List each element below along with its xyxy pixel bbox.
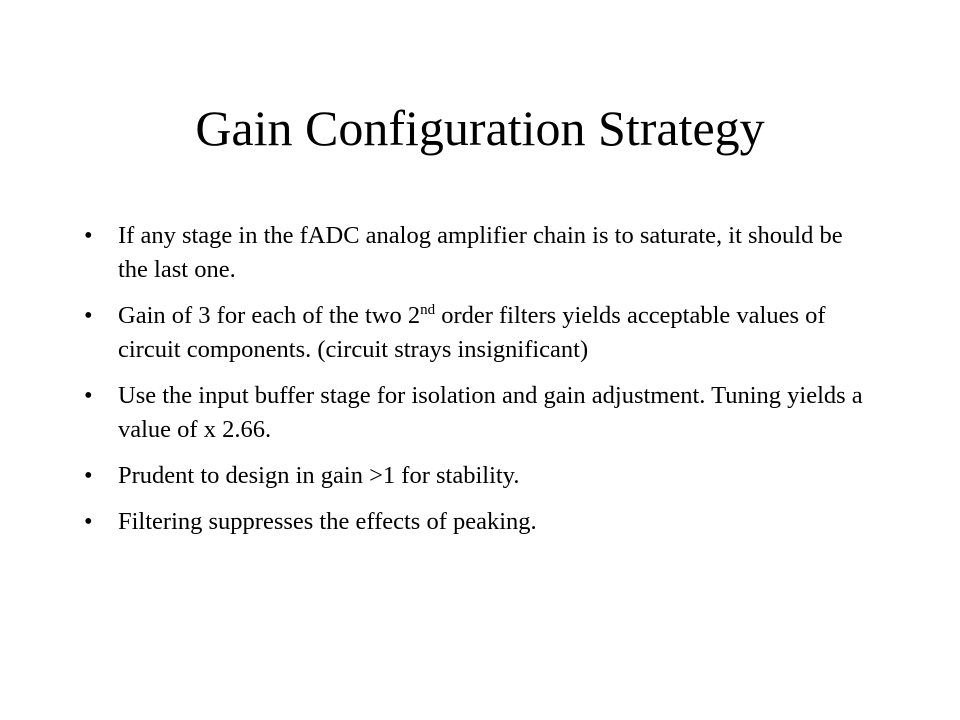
bullet-item — [84, 505, 864, 539]
bullet-text — [118, 302, 826, 363]
bullet-text-start: Gain of 3 for each of the two 2 — [118, 302, 421, 329]
bullet-text: Filtering suppresses the effects of peaking. — [118, 508, 537, 535]
bullet-icon: • — [84, 222, 93, 249]
bullet-icon: • — [84, 508, 93, 535]
bullet-list — [84, 219, 864, 551]
ordinal-superscript: nd — [420, 301, 436, 318]
bullet-item — [84, 299, 864, 367]
bullet-item — [84, 379, 864, 447]
bullet-item — [84, 219, 864, 287]
bullet-icon: • — [84, 382, 93, 409]
bullet-text: Prudent to design in gain >1 for stability. — [118, 462, 520, 489]
bullet-icon: • — [84, 302, 93, 329]
bullet-text: Use the input buffer stage for isolation and gain adjustment. Tuning yields a value of x 2.66. — [118, 382, 863, 443]
bullet-icon: • — [84, 462, 93, 489]
slide-title: Gain Configuration Strategy — [195, 100, 765, 156]
bullet-text: If any stage in the fADC analog amplifier chain is to saturate, it should be the last one. — [118, 222, 843, 283]
bullet-text-end: order filters yields acceptable values of circuit components. (circuit strays insignificant) — [118, 302, 826, 363]
bullet-item — [84, 459, 864, 493]
